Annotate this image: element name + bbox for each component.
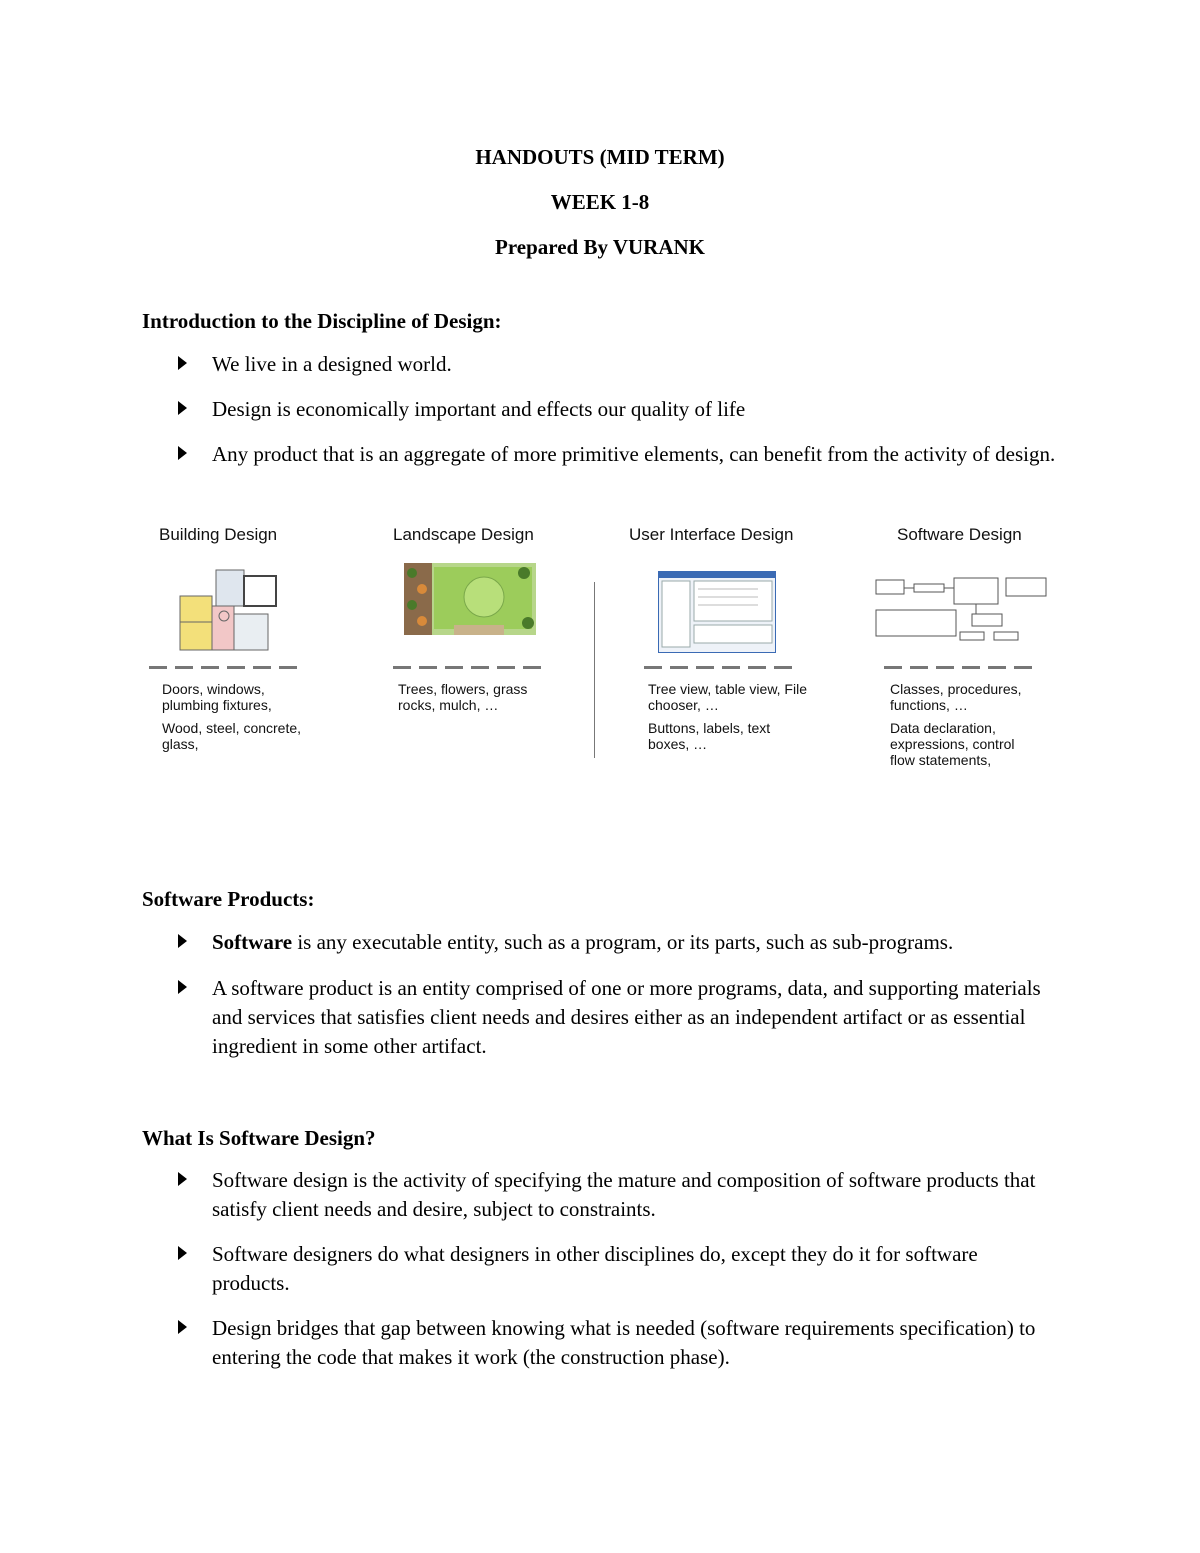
panel-caption-software-2: Data declaration, expressions, control flow statements, [890,720,1015,768]
list-item: Software design is the activity of specifying the mature and composition of software products that satisfy client needs and desire, subject to constraints. [178,1166,1058,1224]
dashed-divider [884,666,1034,669]
panel-caption-building-1: Doors, windows, plumbing fixtures, [162,681,272,713]
dashed-divider [149,666,299,669]
panel-caption-ui-2: Buttons, labels, text boxes, … [648,720,771,752]
panel-title-ui: User Interface Design [629,525,794,544]
panel-caption-landscape-1: Trees, flowers, grass rocks, mulch, … [398,681,528,713]
dashed-divider [644,666,794,669]
list-item: Any product that is an aggregate of more primitive elements, can benefit from the activity of design. [178,440,1058,469]
bullet-arrow-icon [178,1246,187,1260]
bullet-arrow-icon [178,401,187,415]
panel-caption-software-1: Classes, procedures, functions, … [890,681,1022,713]
landscape-plan-image [404,563,536,635]
document-title: HANDOUTS (MID TERM) [475,145,725,169]
ui-screenshot-image [658,571,776,653]
list-item: Design is economically important and effects our quality of life [178,395,1058,424]
list-item: We live in a designed world. [178,350,1058,379]
section-heading-software-design: What Is Software Design? [142,1126,376,1150]
bullet-arrow-icon [178,356,187,370]
author-line: Prepared By VURANK [495,235,705,259]
bullet-arrow-icon [178,934,187,948]
dashed-divider [393,666,543,669]
panel-caption-ui-1: Tree view, table view, File chooser, … [648,681,807,713]
panel-title-landscape: Landscape Design [393,525,534,544]
list-item: Design bridges that gap between knowing what is needed (software requirements specification) to entering the code that makes it work (the construction phase). [178,1314,1058,1372]
list-item: A software product is an entity comprised of one or more programs, data, and supporting materials and services that satisfies client needs and desires either as an independent artifact or as essential ingredient in some other artifact. [178,974,1058,1061]
software-term: Software [212,930,293,954]
software-definition: is any executable entity, such as a program, or its parts, such as sub-programs. [292,930,954,954]
section-heading-intro: Introduction to the Discipline of Design: [142,309,502,333]
floor-plan-image [176,566,280,654]
panel-title-building: Building Design [159,525,278,544]
panel-title-software: Software Design [897,525,1022,544]
bullet-arrow-icon [178,1172,187,1186]
bullet-arrow-icon [178,1320,187,1334]
bullet-arrow-icon [178,980,187,994]
list-item [178,928,1058,957]
uml-diagram-image [872,576,1050,642]
week-range: WEEK 1-8 [550,190,650,214]
list-item: Software designers do what designers in other disciplines do, except they do it for software products. [178,1240,1058,1298]
panel-caption-building-2: Wood, steel, concrete, glass, [162,720,302,752]
section-heading-software-products: Software Products: [142,887,315,911]
bullet-arrow-icon [178,446,187,460]
vertical-separator [594,582,595,758]
